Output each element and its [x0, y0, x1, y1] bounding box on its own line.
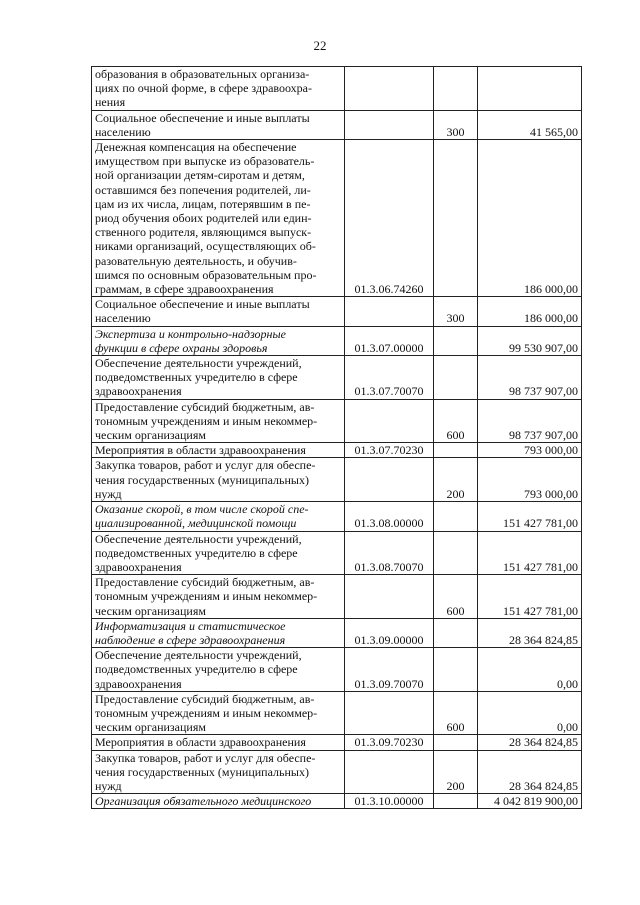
row-name-cell: Закупка товаров, работ и услуг для обеспе- чения государственных (муниципальных) нужд — [92, 750, 345, 794]
table-row — [92, 794, 582, 809]
table-row — [92, 575, 582, 619]
row-expense-type-cell: 600 — [434, 575, 478, 619]
row-amount-cell: 98 737 907,00 — [478, 356, 582, 400]
table-row — [92, 648, 582, 692]
table-row — [92, 691, 582, 735]
row-expense-type-cell: 600 — [434, 691, 478, 735]
row-name-cell: Предоставление субсидий бюджетным, ав- тономным учреждениям и иным некоммер- ческим организациям — [92, 575, 345, 619]
row-amount-cell: 0,00 — [478, 691, 582, 735]
row-expense-type-cell — [434, 531, 478, 575]
row-code-cell — [345, 458, 434, 502]
table-row — [92, 399, 582, 443]
row-code-cell — [345, 67, 434, 111]
budget-table-body — [92, 67, 582, 809]
row-expense-type-cell: 600 — [434, 399, 478, 443]
row-expense-type-cell — [434, 443, 478, 458]
row-code-cell: 01.3.08.70070 — [345, 531, 434, 575]
table-row — [92, 735, 582, 750]
row-amount-cell: 151 427 781,00 — [478, 575, 582, 619]
row-amount-cell: 793 000,00 — [478, 443, 582, 458]
row-name-cell: Мероприятия в области здравоохранения — [92, 443, 345, 458]
row-name-cell: Экспертиза и контрольно-надзорные функции в сфере охраны здоровья — [92, 326, 345, 355]
budget-table — [91, 66, 582, 809]
row-code-cell: 01.3.08.00000 — [345, 502, 434, 531]
row-amount-cell: 4 042 819 900,00 — [478, 794, 582, 809]
page-number: 22 — [313, 38, 327, 53]
row-name-cell: Закупка товаров, работ и услуг для обеспе- чения государственных (муниципальных) нужд — [92, 458, 345, 502]
row-expense-type-cell — [434, 502, 478, 531]
row-amount-cell: 28 364 824,85 — [478, 618, 582, 647]
row-expense-type-cell — [434, 356, 478, 400]
table-row — [92, 443, 582, 458]
row-code-cell — [345, 399, 434, 443]
table-row — [92, 458, 582, 502]
row-amount-cell: 151 427 781,00 — [478, 502, 582, 531]
row-amount-cell: 28 364 824,85 — [478, 750, 582, 794]
row-name-cell: Социальное обеспечение и иные выплаты населению — [92, 297, 345, 326]
table-row — [92, 750, 582, 794]
row-amount-cell: 793 000,00 — [478, 458, 582, 502]
row-code-cell: 01.3.09.00000 — [345, 618, 434, 647]
row-code-cell — [345, 297, 434, 326]
row-expense-type-cell — [434, 67, 478, 111]
row-name-cell: Организация обязательного медицинского — [92, 794, 345, 809]
row-expense-type-cell — [434, 326, 478, 355]
row-code-cell: 01.3.07.70070 — [345, 356, 434, 400]
table-row — [92, 356, 582, 400]
row-code-cell: 01.3.07.00000 — [345, 326, 434, 355]
row-amount-cell: 151 427 781,00 — [478, 531, 582, 575]
row-amount-cell: 41 565,00 — [478, 110, 582, 139]
row-expense-type-cell: 300 — [434, 110, 478, 139]
row-amount-cell: 0,00 — [478, 648, 582, 692]
row-name-cell: Мероприятия в области здравоохранения — [92, 735, 345, 750]
row-name-cell: Денежная компенсация на обеспечение имуществом при выпуске из образователь- ной организации детям-сиротам и детям, оставшимся без попечения родителей, ли- цам из их числа, лицам, потерявшим в пе- риод обучения обоих родителей или един- ственного родителя, являющимся выпуск- никами организаций, осуществляющих об- разовательную деятельность, и обучив- шимся по основным образовательным про- граммам, в сфере здравоохранения — [92, 140, 345, 297]
row-expense-type-cell — [434, 648, 478, 692]
row-code-cell — [345, 691, 434, 735]
row-amount-cell: 28 364 824,85 — [478, 735, 582, 750]
row-expense-type-cell: 300 — [434, 297, 478, 326]
table-row — [92, 326, 582, 355]
table-row — [92, 618, 582, 647]
row-expense-type-cell: 200 — [434, 458, 478, 502]
table-row — [92, 531, 582, 575]
row-amount-cell: 186 000,00 — [478, 297, 582, 326]
row-code-cell: 01.3.10.00000 — [345, 794, 434, 809]
table-row — [92, 67, 582, 111]
table-row — [92, 502, 582, 531]
row-expense-type-cell — [434, 794, 478, 809]
row-code-cell: 01.3.09.70230 — [345, 735, 434, 750]
row-name-cell: Предоставление субсидий бюджетным, ав- тономным учреждениям и иным некоммер- ческим организациям — [92, 399, 345, 443]
row-code-cell: 01.3.06.74260 — [345, 140, 434, 297]
row-amount-cell: 186 000,00 — [478, 140, 582, 297]
row-name-cell: Информатизация и статистическое наблюдение в сфере здравоохранения — [92, 618, 345, 647]
row-name-cell: Социальное обеспечение и иные выплаты населению — [92, 110, 345, 139]
row-name-cell: Обеспечение деятельности учреждений, подведомственных учредителю в сфере здравоохранения — [92, 648, 345, 692]
row-name-cell: Обеспечение деятельности учреждений, подведомственных учредителю в сфере здравоохранения — [92, 356, 345, 400]
row-code-cell — [345, 110, 434, 139]
table-row — [92, 140, 582, 297]
row-amount-cell: 99 530 907,00 — [478, 326, 582, 355]
row-expense-type-cell — [434, 735, 478, 750]
row-expense-type-cell: 200 — [434, 750, 478, 794]
row-name-cell: Обеспечение деятельности учреждений, подведомственных учредителю в сфере здравоохранения — [92, 531, 345, 575]
row-code-cell — [345, 750, 434, 794]
row-amount-cell: 98 737 907,00 — [478, 399, 582, 443]
row-name-cell: Предоставление субсидий бюджетным, ав- тономным учреждениям и иным некоммер- ческим организациям — [92, 691, 345, 735]
table-row — [92, 297, 582, 326]
row-amount-cell — [478, 67, 582, 111]
row-expense-type-cell — [434, 618, 478, 647]
row-code-cell: 01.3.07.70230 — [345, 443, 434, 458]
row-code-cell: 01.3.09.70070 — [345, 648, 434, 692]
table-row — [92, 110, 582, 139]
row-expense-type-cell — [434, 140, 478, 297]
row-code-cell — [345, 575, 434, 619]
row-name-cell: образования в образовательных организа- циях по очной форме, в сфере здравоохра- нения — [92, 67, 345, 111]
row-name-cell: Оказание скорой, в том числе скорой спе- циализированной, медицинской помощи — [92, 502, 345, 531]
